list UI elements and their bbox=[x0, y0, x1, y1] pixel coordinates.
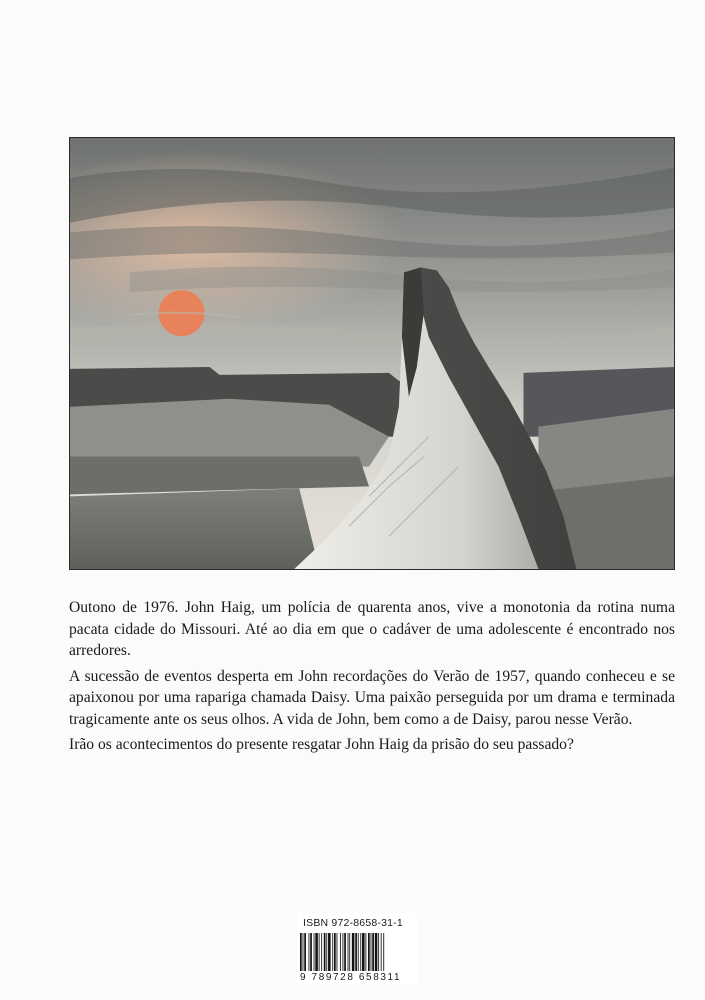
barcode-number: 9 789728 658311 bbox=[300, 972, 402, 983]
isbn-label: ISBN 972-8658-31-1 bbox=[303, 917, 403, 929]
synopsis-paragraph-1: Outono de 1976. John Haig, um polícia de quarenta anos, vive a monotonia da rotina numa pacata cidade do Missouri. Até ao dia em que o cadáver de uma adolescente é encontrado nos arredores. bbox=[69, 599, 675, 659]
barcode-bars bbox=[300, 933, 414, 971]
synopsis bbox=[69, 597, 675, 760]
synopsis-paragraph-2: A sucessão de eventos desperta em John recordações do Verão de 1957, quando conheceu e se apaixonou por uma rapariga chamada Daisy. Uma paixão perseguida por um drama e terminada tragicamente ante os seus olhos. A vida de John, bem como a de Daisy, parou nesse Verão. bbox=[69, 667, 675, 728]
synopsis-paragraph-3: Irão os acontecimentos do presente resgatar John Haig da prisão do seu passado? bbox=[69, 736, 574, 753]
canyon-illustration bbox=[69, 137, 675, 570]
canyon-sunset-painting bbox=[70, 138, 674, 569]
isbn-barcode bbox=[297, 913, 417, 985]
